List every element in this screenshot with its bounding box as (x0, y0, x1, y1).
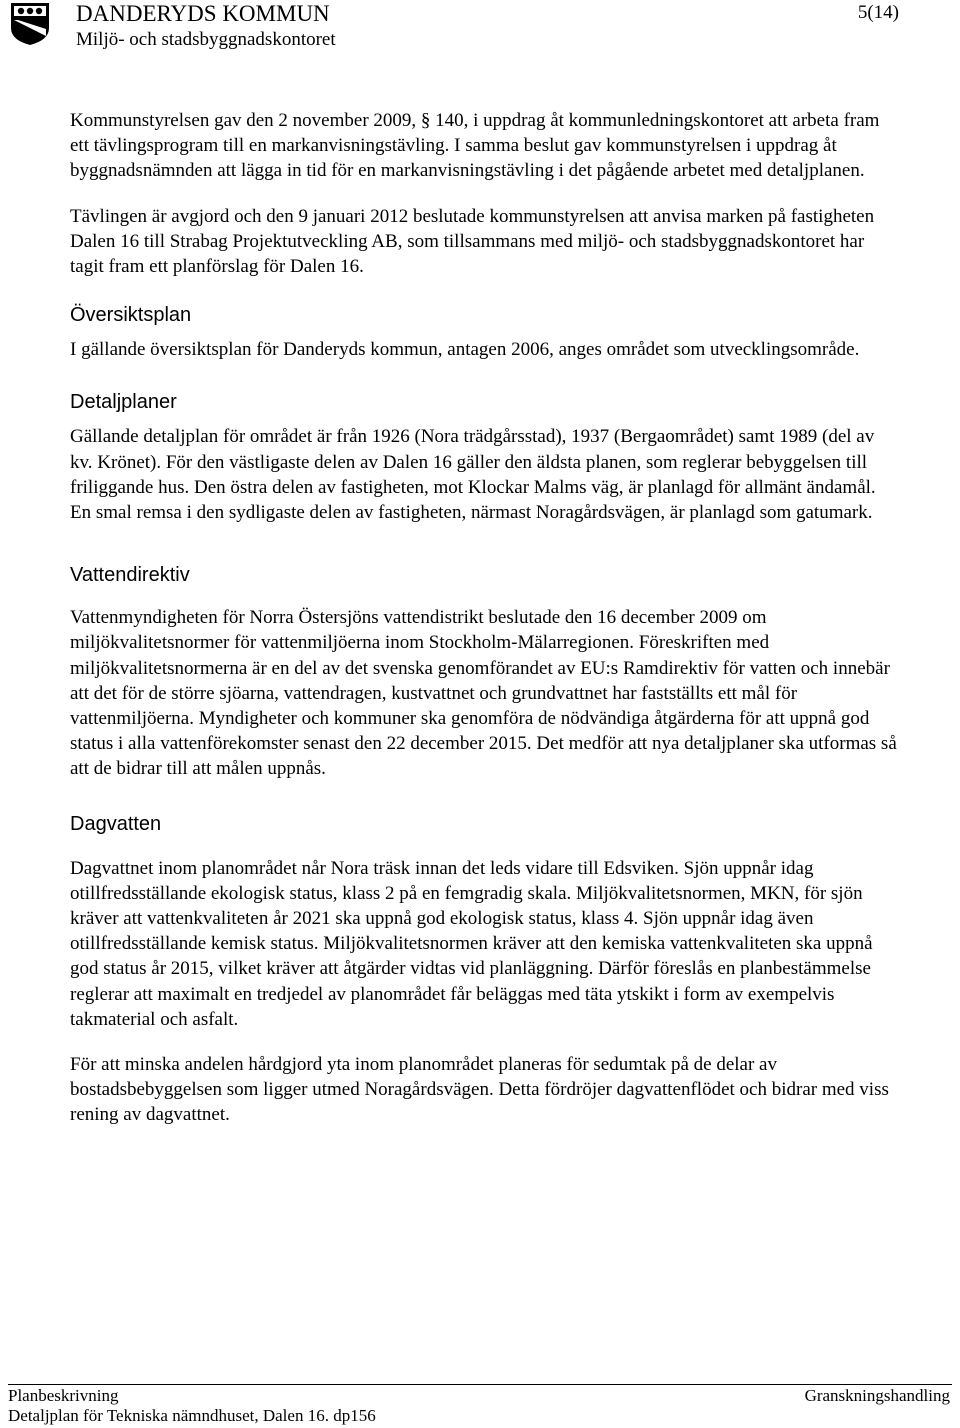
section-heading-vattendirektiv: Vattendirektiv (70, 564, 190, 587)
section-paragraph: Dagvattnet inom planområdet når Nora träsk innan det leds vidare till Edsviken. Sjön uppnår idag otillfredsställande ekologisk status, klass 2 på en femgradig skala. Miljökvalitetsnormen, MKN, för sjön kräver att vattenkvaliteten år 2021 ska uppnå god ekologisk status, klass 4. Sjön uppnår idag även otillfredsställande kemisk status. Miljökvalitetsnormen kräver att den kemiska vattenkvaliteten ska uppnå god status år 2015, vilket kräver att åtgärder vidtas vid planläggning. Därför föreslås en planbestämmelse reglerar att maximalt en tredjedel av planområdet får beläggas med täta ytskikt i form av exempelvis takmaterial och asfalt. (70, 857, 873, 1030)
footer-left (8, 1386, 376, 1426)
page-number: 5(14) (857, 2, 899, 23)
footer-doc-type: Planbeskrivning (8, 1386, 119, 1405)
intro-paragraph: Tävlingen är avgjord och den 9 januari 2012 beslutade kommunstyrelsen att anvisa marken på fastigheten Dalen 16 till Strabag Projektutveckling AB, som tillsammans med miljö- och stadsbyggnadskontoret har tagit fram ett planförslag för Dalen 16. (70, 205, 875, 278)
department-name: Miljö- och stadsbyggnadskontoret (76, 29, 336, 50)
section-paragraph: Gällande detaljplan för området är från 1926 (Nora trädgårsstad), 1937 (Bergaområdet) samt 1989 (del av kv. Krönet). För den västligaste delen av Dalen 16 gäller den äldsta planen, som reglerar bebyggelsen till friliggande hus. Den östra delen av fastigheten, mot Klockar Malms väg, är planlagd för allmänt ändamål. En smal remsa i den sydligaste delen av fastigheten, närmast Noragårdsvägen, är planlagd som gatumark. (70, 426, 876, 524)
document-body (70, 108, 900, 1148)
footer-plan-name: Detaljplan för Tekniska nämndhuset, Dalen 16. dp156 (8, 1406, 376, 1425)
organization-name: DANDERYDS KOMMUN (76, 1, 330, 26)
footer-divider (8, 1384, 952, 1385)
municipal-coat-of-arms-icon (10, 2, 50, 46)
section-heading-detaljplaner: Detaljplaner (70, 391, 177, 414)
section-paragraph: Vattenmyndigheten för Norra Östersjöns vattendistrikt beslutade den 16 december 2009 om miljökvalitetsnormer för vattenmiljöerna inom Stockholm-Mälarregionen. Föreskriften med miljökvalitetsnormerna är en del av det svenska genomförandet av EU:s Ramdirektiv för vatten och innebär att det för de större sjöarna, vattendragen, kustvattnet och grundvattnet har fastställts ett mål för vattenmiljöerna. Myndigheter och kommuner ska genomföra de nödvändiga åtgärderna för att uppnå god status i alla vattenförekomster senast den 22 december 2015. Det medför att nya detaljplaner ska utformas så att de bidrar till att målen uppnås. (70, 607, 897, 780)
section-paragraph: För att minska andelen hårdgjord yta inom planområdet planeras för sedumtak på de delar av bostadsbebyggelsen som ligger utmed Noragårdsvägen. Detta fördröjer dagvattenflödet och bidrar med viss rening av dagvattnet. (70, 1054, 889, 1126)
section-heading-oversiktsplan: Översiktsplan (70, 304, 192, 327)
section-paragraph: I gällande översiktsplan för Danderyds kommun, antagen 2006, anges området som utvecklingsområde. (70, 339, 860, 361)
footer-status: Granskningshandling (804, 1386, 950, 1405)
section-heading-dagvatten: Dagvatten (70, 812, 162, 835)
intro-paragraph: Kommunstyrelsen gav den 2 november 2009, § 140, i uppdrag åt kommunledningskontoret att arbeta fram ett tävlingsprogram till en markanvisningstävling. I samma beslut gav kommunstyrelsen i uppdrag åt byggnadsnämnden att lägga in tid för en markanvisningstävling i det pågående arbetet med detaljplanen. (70, 110, 880, 182)
